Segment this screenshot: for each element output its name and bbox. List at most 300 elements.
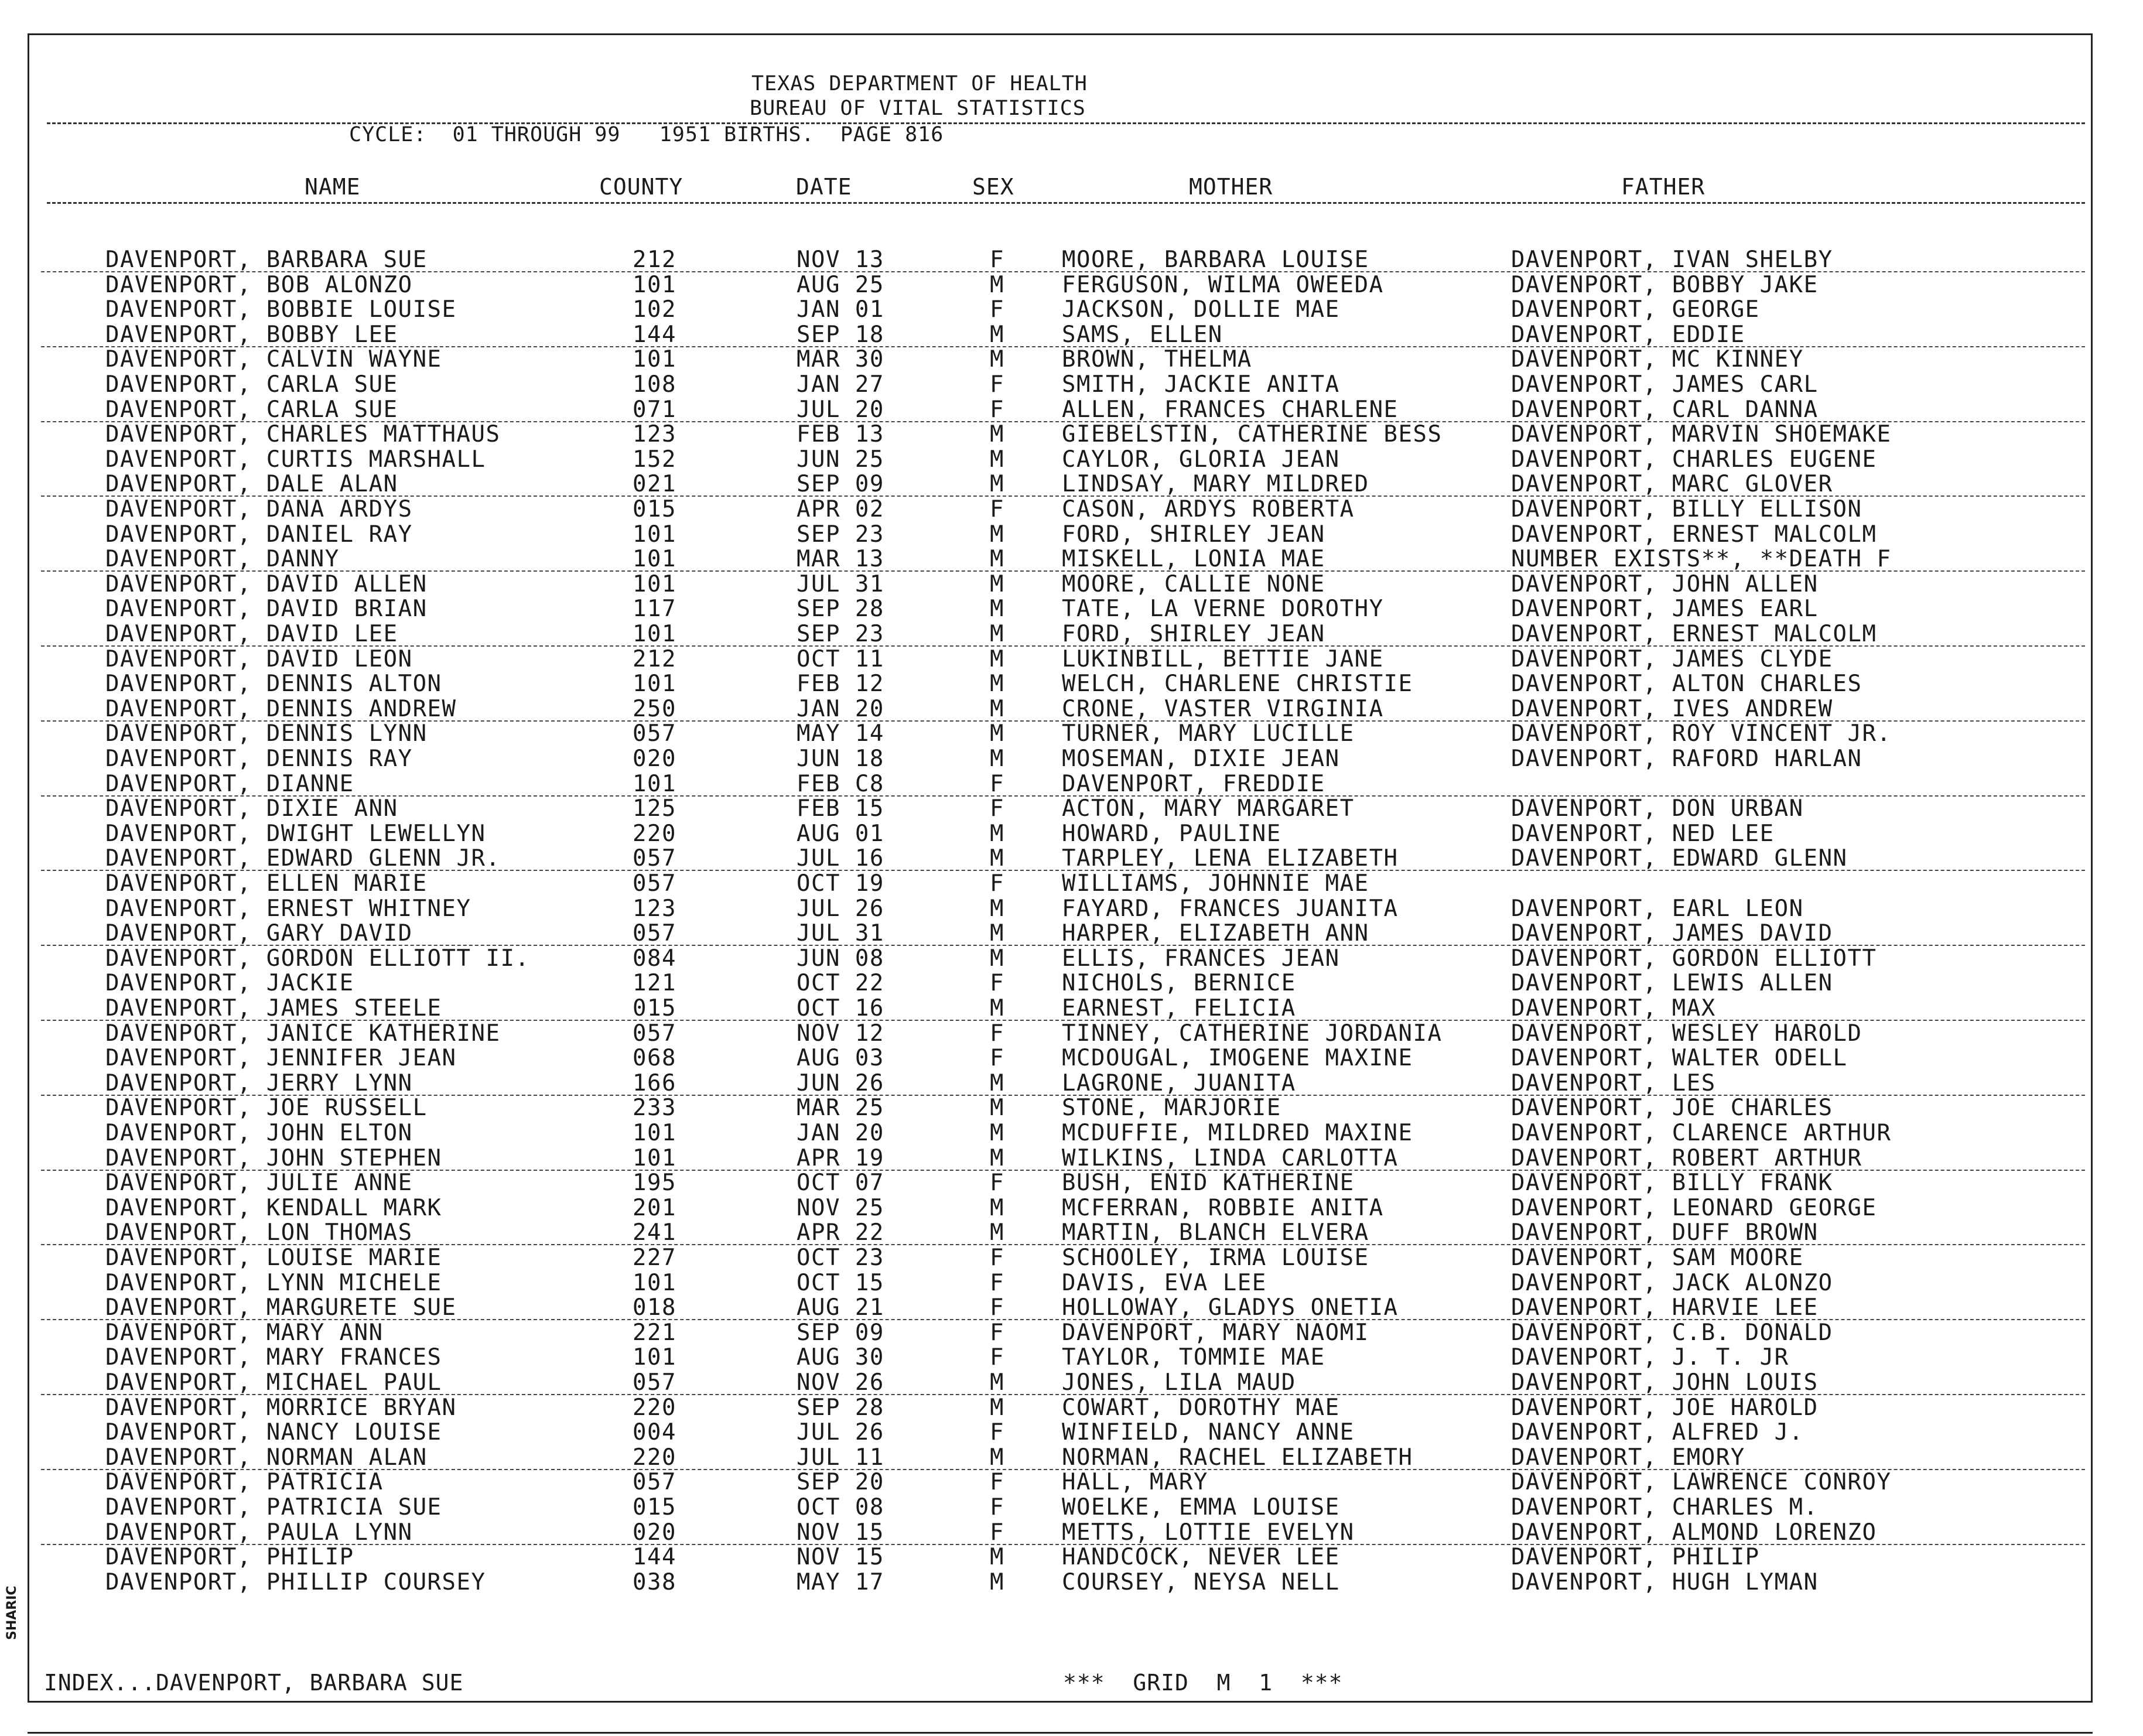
name-cell: DAVENPORT, DENNIS ANDREW [105,695,457,722]
mother-cell: TATE, LA VERNE DOROTHY [1062,596,1384,623]
sex-cell: M [990,1095,1004,1122]
sex-cell: M [990,920,1004,947]
sex-cell: F [990,1269,1004,1296]
column-header-date: DATE [796,174,852,200]
name-cell: DAVENPORT, GORDON ELLIOTT II. [105,945,530,972]
table-row [0,796,2143,821]
table-row [0,1245,2143,1270]
county-cell: 101 [633,546,676,573]
table-row [0,1544,2143,1570]
county-cell: 212 [633,247,676,273]
father-cell: DAVENPORT, ROBERT ARTHUR [1511,1144,1862,1171]
date-cell: JAN 27 [797,371,884,398]
father-cell: DAVENPORT, LEONARD GEORGE [1511,1194,1877,1221]
county-cell: 117 [633,596,676,623]
sex-cell: M [990,995,1004,1021]
mother-cell: DAVENPORT, MARY NAOMI [1062,1319,1369,1346]
sex-cell: F [990,296,1004,323]
name-cell: DAVENPORT, KENDALL MARK [105,1194,442,1221]
sex-cell: M [990,1394,1004,1421]
table-row [0,1045,2143,1071]
father-cell: NUMBER EXISTS**, **DEATH F [1511,546,1892,573]
date-cell: JUN 08 [797,945,884,972]
father-cell: DAVENPORT, WALTER ODELL [1511,1045,1848,1072]
date-cell: JUN 18 [797,746,884,772]
mother-cell: BUSH, ENID KATHERINE [1062,1170,1355,1197]
mother-cell: MOORE, BARBARA LOUISE [1062,247,1369,273]
sex-cell: M [990,321,1004,348]
table-row [0,1270,2143,1296]
father-cell: DAVENPORT, JOHN LOUIS [1511,1369,1819,1396]
table-row [0,1520,2143,1545]
father-cell: DAVENPORT, ERNEST MALCOLM [1511,521,1877,548]
date-cell: FEB 15 [797,795,884,822]
mother-cell: JACKSON, DOLLIE MAE [1062,296,1340,323]
name-cell: DAVENPORT, DWIGHT LEWELLYN [105,820,486,847]
name-cell: DAVENPORT, PAULA LYNN [105,1519,413,1546]
table-row [0,996,2143,1021]
county-cell: 015 [633,1494,676,1520]
date-cell: NOV 25 [797,1194,884,1221]
name-cell: DAVENPORT, DAVID LEON [105,645,413,672]
sex-cell: M [990,596,1004,623]
county-cell: 125 [633,795,676,822]
sex-cell: M [990,521,1004,548]
mother-cell: EARNEST, FELICIA [1062,995,1296,1021]
index-label: INDEX...DAVENPORT, BARBARA SUE [44,1670,464,1696]
sex-cell: M [990,1069,1004,1096]
date-cell: APR 22 [797,1219,884,1246]
name-cell: DAVENPORT, NANCY LOUISE [105,1419,442,1446]
date-cell: OCT 15 [797,1269,884,1296]
name-cell: DAVENPORT, JAMES STEELE [105,995,442,1021]
sex-cell: M [990,271,1004,298]
sex-cell: M [990,1369,1004,1396]
sex-cell: F [990,396,1004,423]
father-cell: DAVENPORT, HUGH LYMAN [1511,1568,1819,1595]
name-cell: DAVENPORT, MORRICE BRYAN [105,1394,457,1421]
table-row [0,1570,2143,1595]
table-row [0,322,2143,347]
father-cell: DAVENPORT, IVAN SHELBY [1511,247,1833,273]
date-cell: AUG 30 [797,1344,884,1371]
table-row [0,1120,2143,1146]
name-cell: DAVENPORT, BARBARA SUE [105,247,428,273]
table-row [0,397,2143,422]
date-cell: NOV 15 [797,1544,884,1571]
date-cell: JUL 26 [797,895,884,922]
sex-cell: M [990,446,1004,473]
mother-cell: HOWARD, PAULINE [1062,820,1281,847]
mother-cell: CAYLOR, GLORIA JEAN [1062,446,1340,473]
table-row [0,921,2143,946]
father-cell: DAVENPORT, ALFRED J. [1511,1419,1804,1446]
table-row [0,497,2143,522]
name-cell: DAVENPORT, CARLA SUE [105,371,398,398]
table-row [0,1295,2143,1320]
father-cell: DAVENPORT, DUFF BROWN [1511,1219,1819,1246]
name-cell: DAVENPORT, BOB ALONZO [105,271,413,298]
county-cell: 101 [633,671,676,698]
county-cell: 123 [633,895,676,922]
mother-cell: LINDSAY, MARY MILDRED [1062,471,1369,498]
sex-cell: M [990,746,1004,772]
name-cell: DAVENPORT, MARY FRANCES [105,1344,442,1371]
column-header-divider [47,202,2085,204]
father-cell: DAVENPORT, JOHN ALLEN [1511,570,1819,597]
mother-cell: TAYLOR, TOMMIE MAE [1062,1344,1325,1371]
county-cell: 233 [633,1095,676,1122]
father-cell: DAVENPORT, ALTON CHARLES [1511,671,1862,698]
county-cell: 015 [633,496,676,522]
table-row [0,771,2143,797]
date-cell: OCT 22 [797,970,884,997]
mother-cell: STONE, MARJORIE [1062,1095,1281,1122]
county-cell: 144 [633,1544,676,1571]
county-cell: 015 [633,995,676,1021]
father-cell: DAVENPORT, LAWRENCE CONROY [1511,1469,1892,1496]
date-cell: JUL 26 [797,1419,884,1446]
date-cell: MAR 25 [797,1095,884,1122]
date-cell: JUL 16 [797,845,884,872]
date-cell: JAN 20 [797,695,884,722]
table-row [0,721,2143,746]
county-cell: 101 [633,621,676,647]
sex-cell: M [990,945,1004,972]
table-row [0,1095,2143,1120]
county-cell: 101 [633,346,676,373]
father-cell: DAVENPORT, EDWARD GLENN [1511,845,1848,872]
name-cell: DAVENPORT, CALVIN WAYNE [105,346,442,373]
sex-cell: M [990,820,1004,847]
date-cell: SEP 28 [797,596,884,623]
county-cell: 250 [633,695,676,722]
name-cell: DAVENPORT, PATRICIA [105,1469,384,1496]
county-cell: 220 [633,1444,676,1471]
name-cell: DAVENPORT, JERRY LYNN [105,1069,413,1096]
date-cell: OCT 07 [797,1170,884,1197]
sex-cell: M [990,720,1004,747]
date-cell: JUN 26 [797,1069,884,1096]
father-cell: DAVENPORT, EMORY [1511,1444,1745,1471]
table-row [0,272,2143,298]
mother-cell: DAVIS, EVA LEE [1062,1269,1267,1296]
date-cell: JUL 11 [797,1444,884,1471]
sex-cell: F [990,1045,1004,1072]
father-cell: DAVENPORT, EDDIE [1511,321,1745,348]
father-cell: DAVENPORT, GEORGE [1511,296,1760,323]
table-row [0,1395,2143,1420]
table-row [0,1420,2143,1445]
county-cell: 101 [633,770,676,797]
mother-cell: COWART, DOROTHY MAE [1062,1394,1340,1421]
sex-cell: F [990,795,1004,822]
name-cell: DAVENPORT, BOBBIE LOUISE [105,296,457,323]
mother-cell: FAYARD, FRANCES JUANITA [1062,895,1399,922]
date-cell: AUG 01 [797,820,884,847]
agency-title: TEXAS DEPARTMENT OF HEALTH [751,72,1088,95]
county-cell: 101 [633,1269,676,1296]
name-cell: DAVENPORT, NORMAN ALAN [105,1444,428,1471]
cycle-line: CYCLE: 01 THROUGH 99 1951 BIRTHS. PAGE 816 [349,123,944,146]
mother-cell: SCHOOLEY, IRMA LOUISE [1062,1245,1369,1271]
table-row [0,596,2143,621]
name-cell: DAVENPORT, JENNIFER JEAN [105,1045,457,1072]
sex-cell: M [990,695,1004,722]
table-row [0,247,2143,272]
column-header-county: COUNTY [599,174,683,200]
county-cell: 038 [633,1568,676,1595]
name-cell: DAVENPORT, DIANNE [105,770,354,797]
table-row [0,471,2143,497]
sex-cell: F [990,1519,1004,1546]
sex-cell: M [990,671,1004,698]
date-cell: OCT 08 [797,1494,884,1520]
mother-cell: BROWN, THELMA [1062,346,1252,373]
mother-cell: MISKELL, LONIA MAE [1062,546,1325,573]
name-cell: DAVENPORT, LOUISE MARIE [105,1245,442,1271]
table-row [0,647,2143,672]
county-cell: 212 [633,645,676,672]
sex-cell: F [990,1469,1004,1496]
date-cell: SEP 09 [797,471,884,498]
name-cell: DAVENPORT, DANA ARDYS [105,496,413,522]
table-row [0,871,2143,896]
table-row [0,422,2143,447]
sex-cell: M [990,471,1004,498]
father-cell: DAVENPORT, JACK ALONZO [1511,1269,1833,1296]
name-cell: DAVENPORT, ELLEN MARIE [105,870,428,897]
father-cell: DAVENPORT, JAMES EARL [1511,596,1819,623]
father-cell: DAVENPORT, NED LEE [1511,820,1775,847]
table-row [0,447,2143,472]
name-cell: DAVENPORT, MICHAEL PAUL [105,1369,442,1396]
date-cell: OCT 23 [797,1245,884,1271]
county-cell: 101 [633,1144,676,1171]
sex-cell: F [990,1494,1004,1520]
mother-cell: FERGUSON, WILMA OWEEDA [1062,271,1384,298]
date-cell: MAY 14 [797,720,884,747]
county-cell: 121 [633,970,676,997]
date-cell: MAY 17 [797,1568,884,1595]
mother-cell: WILKINS, LINDA CARLOTTA [1062,1144,1399,1171]
sex-cell: M [990,895,1004,922]
mother-cell: TARPLEY, LENA ELIZABETH [1062,845,1399,872]
date-cell: MAR 13 [797,546,884,573]
father-cell: DAVENPORT, ERNEST MALCOLM [1511,621,1877,647]
date-cell: NOV 26 [797,1369,884,1396]
father-cell: DAVENPORT, EARL LEON [1511,895,1804,922]
county-cell: 101 [633,570,676,597]
table-row [0,1021,2143,1046]
table-row [0,347,2143,372]
sex-cell: M [990,621,1004,647]
side-label: SHARIC [5,1585,19,1640]
table-row [0,621,2143,647]
table-row [0,522,2143,547]
father-cell: DAVENPORT, DON URBAN [1511,795,1804,822]
date-cell: OCT 16 [797,995,884,1021]
name-cell: DAVENPORT, JOE RUSSELL [105,1095,428,1122]
county-cell: 220 [633,1394,676,1421]
county-cell: 166 [633,1069,676,1096]
sex-cell: M [990,1219,1004,1246]
mother-cell: MCDUFFIE, MILDRED MAXINE [1062,1120,1413,1146]
table-row [0,1195,2143,1221]
table-row [0,546,2143,572]
date-cell: JAN 20 [797,1120,884,1146]
father-cell: DAVENPORT, CLARENCE ARTHUR [1511,1120,1892,1146]
date-cell: APR 19 [797,1144,884,1171]
father-cell: DAVENPORT, J. T. JR [1511,1344,1789,1371]
date-cell: APR 02 [797,496,884,522]
county-cell: 201 [633,1194,676,1221]
mother-cell: MARTIN, BLANCH ELVERA [1062,1219,1369,1246]
sex-cell: M [990,1194,1004,1221]
county-cell: 071 [633,396,676,423]
sex-cell: F [990,1294,1004,1321]
column-header-mother: MOTHER [1189,174,1273,200]
father-cell: DAVENPORT, MARVIN SHOEMAKE [1511,421,1892,448]
county-cell: 227 [633,1245,676,1271]
name-cell: DAVENPORT, PATRICIA SUE [105,1494,442,1520]
mother-cell: TINNEY, CATHERINE JORDANIA [1062,1020,1443,1047]
father-cell: DAVENPORT, SAM MOORE [1511,1245,1804,1271]
date-cell: NOV 13 [797,247,884,273]
mother-cell: DAVENPORT, FREDDIE [1062,770,1325,797]
sex-cell: F [990,1020,1004,1047]
date-cell: JUL 31 [797,570,884,597]
county-cell: 057 [633,870,676,897]
county-cell: 152 [633,446,676,473]
father-cell: DAVENPORT, JAMES CARL [1511,371,1819,398]
table-row [0,970,2143,996]
date-cell: SEP 18 [797,321,884,348]
date-cell: FEB 12 [797,671,884,698]
name-cell: DAVENPORT, JOHN STEPHEN [105,1144,442,1171]
date-cell: SEP 23 [797,621,884,647]
date-cell: AUG 03 [797,1045,884,1072]
table-row [0,821,2143,846]
column-header-sex: SEX [972,174,1014,200]
father-cell: DAVENPORT, LEWIS ALLEN [1511,970,1833,997]
table-row [0,1370,2143,1395]
table-row [0,1146,2143,1171]
table-row [0,846,2143,871]
sex-cell: F [990,247,1004,273]
name-cell: DAVENPORT, JOHN ELTON [105,1120,413,1146]
mother-cell: WINFIELD, NANCY ANNE [1062,1419,1355,1446]
name-cell: DAVENPORT, CHARLES MATTHAUS [105,421,501,448]
name-cell: DAVENPORT, PHILLIP COURSEY [105,1568,486,1595]
table-row [0,671,2143,696]
column-header-name: NAME [305,174,361,200]
mother-cell: HALL, MARY [1062,1469,1208,1496]
sex-cell: M [990,1544,1004,1571]
sex-cell: F [990,970,1004,997]
name-cell: DAVENPORT, DIXIE ANN [105,795,398,822]
bottom-rule [28,1732,2093,1734]
date-cell: OCT 19 [797,870,884,897]
name-cell: DAVENPORT, ERNEST WHITNEY [105,895,471,922]
name-cell: DAVENPORT, CURTIS MARSHALL [105,446,486,473]
mother-cell: HARPER, ELIZABETH ANN [1062,920,1369,947]
table-row [0,1320,2143,1345]
father-cell: DAVENPORT, JOE CHARLES [1511,1095,1833,1122]
name-cell: DAVENPORT, JULIE ANNE [105,1170,413,1197]
county-cell: 195 [633,1170,676,1197]
date-cell: OCT 11 [797,645,884,672]
mother-cell: NICHOLS, BERNICE [1062,970,1296,997]
father-cell: DAVENPORT, C.B. DONALD [1511,1319,1833,1346]
county-cell: 108 [633,371,676,398]
county-cell: 021 [633,471,676,498]
sex-cell: M [990,1144,1004,1171]
date-cell: FEB C8 [797,770,884,797]
table-row [0,297,2143,322]
father-cell: DAVENPORT, BILLY ELLISON [1511,496,1862,522]
father-cell: DAVENPORT, MC KINNEY [1511,346,1804,373]
mother-cell: FORD, SHIRLEY JEAN [1062,521,1325,548]
mother-cell: COURSEY, NEYSA NELL [1062,1568,1340,1595]
mother-cell: MOORE, CALLIE NONE [1062,570,1325,597]
sex-cell: F [990,870,1004,897]
name-cell: DAVENPORT, DENNIS RAY [105,746,413,772]
county-cell: 020 [633,1519,676,1546]
name-cell: DAVENPORT, DANIEL RAY [105,521,413,548]
date-cell: SEP 09 [797,1319,884,1346]
table-row [0,896,2143,921]
county-cell: 123 [633,421,676,448]
county-cell: 068 [633,1045,676,1072]
mother-cell: WELCH, CHARLENE CHRISTIE [1062,671,1413,698]
father-cell: DAVENPORT, MAX [1511,995,1716,1021]
table-row [0,1445,2143,1470]
county-cell: 084 [633,945,676,972]
mother-cell: WOELKE, EMMA LOUISE [1062,1494,1340,1520]
county-cell: 057 [633,720,676,747]
mother-cell: CRONE, VASTER VIRGINIA [1062,695,1384,722]
name-cell: DAVENPORT, DAVID ALLEN [105,570,428,597]
county-cell: 101 [633,1120,676,1146]
table-row [0,372,2143,397]
column-header-father: FATHER [1621,174,1705,200]
father-cell: DAVENPORT, LES [1511,1069,1716,1096]
county-cell: 101 [633,521,676,548]
father-cell: DAVENPORT, HARVIE LEE [1511,1294,1819,1321]
father-cell: DAVENPORT, BILLY FRANK [1511,1170,1833,1197]
father-cell: DAVENPORT, IVES ANDREW [1511,695,1833,722]
name-cell: DAVENPORT, PHILIP [105,1544,354,1571]
name-cell: DAVENPORT, BOBBY LEE [105,321,398,348]
mother-cell: ELLIS, FRANCES JEAN [1062,945,1340,972]
father-cell: DAVENPORT, JOE HAROLD [1511,1394,1819,1421]
father-cell: DAVENPORT, MARC GLOVER [1511,471,1833,498]
father-cell: DAVENPORT, ROY VINCENT JR. [1511,720,1892,747]
father-cell: DAVENPORT, GORDON ELLIOTT [1511,945,1877,972]
name-cell: DAVENPORT, JACKIE [105,970,354,997]
mother-cell: NORMAN, RACHEL ELIZABETH [1062,1444,1413,1471]
mother-cell: HOLLOWAY, GLADYS ONETIA [1062,1294,1399,1321]
table-row [0,696,2143,722]
sex-cell: F [990,496,1004,522]
table-row [0,746,2143,771]
name-cell: DAVENPORT, LON THOMAS [105,1219,413,1246]
mother-cell: SMITH, JACKIE ANITA [1062,371,1340,398]
father-cell: DAVENPORT, ALMOND LORENZO [1511,1519,1877,1546]
father-cell: DAVENPORT, WESLEY HAROLD [1511,1020,1862,1047]
mother-cell: MOSEMAN, DIXIE JEAN [1062,746,1340,772]
